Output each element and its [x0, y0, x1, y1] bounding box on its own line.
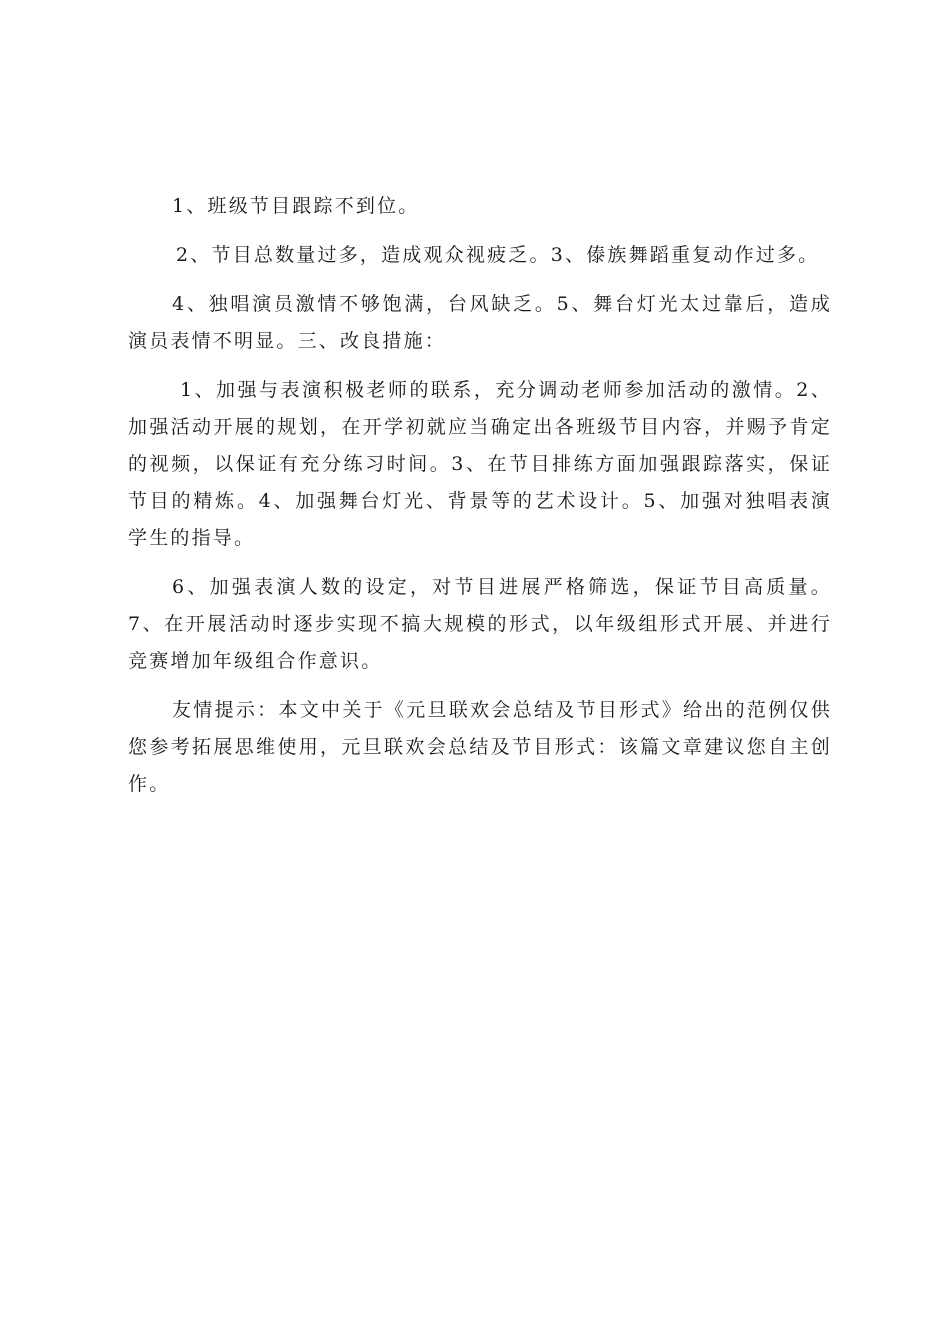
paragraph-6: 友情提示：本文中关于《元旦联欢会总结及节目形式》给出的范例仅供您参考拓展思维使用，元旦联欢会总结及节目形式：该篇文章建议您自主创作。: [128, 699, 832, 795]
paragraph-3: 4、独唱演员激情不够饱满，台风缺乏。5、舞台灯光太过靠后，造成演员表情不明显。三、改良措施：: [128, 293, 832, 352]
document-body: [128, 188, 832, 803]
paragraph-2: 2、节目总数量过多，造成观众视疲乏。3、傣族舞蹈重复动作过多。: [176, 244, 820, 266]
paragraph-4: 1、加强与表演积极老师的联系，充分调动老师参加活动的激情。2、加强活动开展的规划，在开学初就应当确定出各班级节目内容，并赐予肯定的视频，以保证有充分练习时间。3、在节目排练方面加强跟踪落实，保证节目的精炼。4、加强舞台灯光、背景等的艺术设计。5、加强对独唱表演学生的指导。: [128, 379, 832, 549]
paragraph-1: 1、班级节目跟踪不到位。: [172, 195, 420, 217]
paragraph-5: 6、加强表演人数的设定，对节目进展严格筛选，保证节目高质量。7、在开展活动时逐步实现不搞大规模的形式，以年级组形式开展、并进行竞赛增加年级组合作意识。: [128, 576, 832, 672]
